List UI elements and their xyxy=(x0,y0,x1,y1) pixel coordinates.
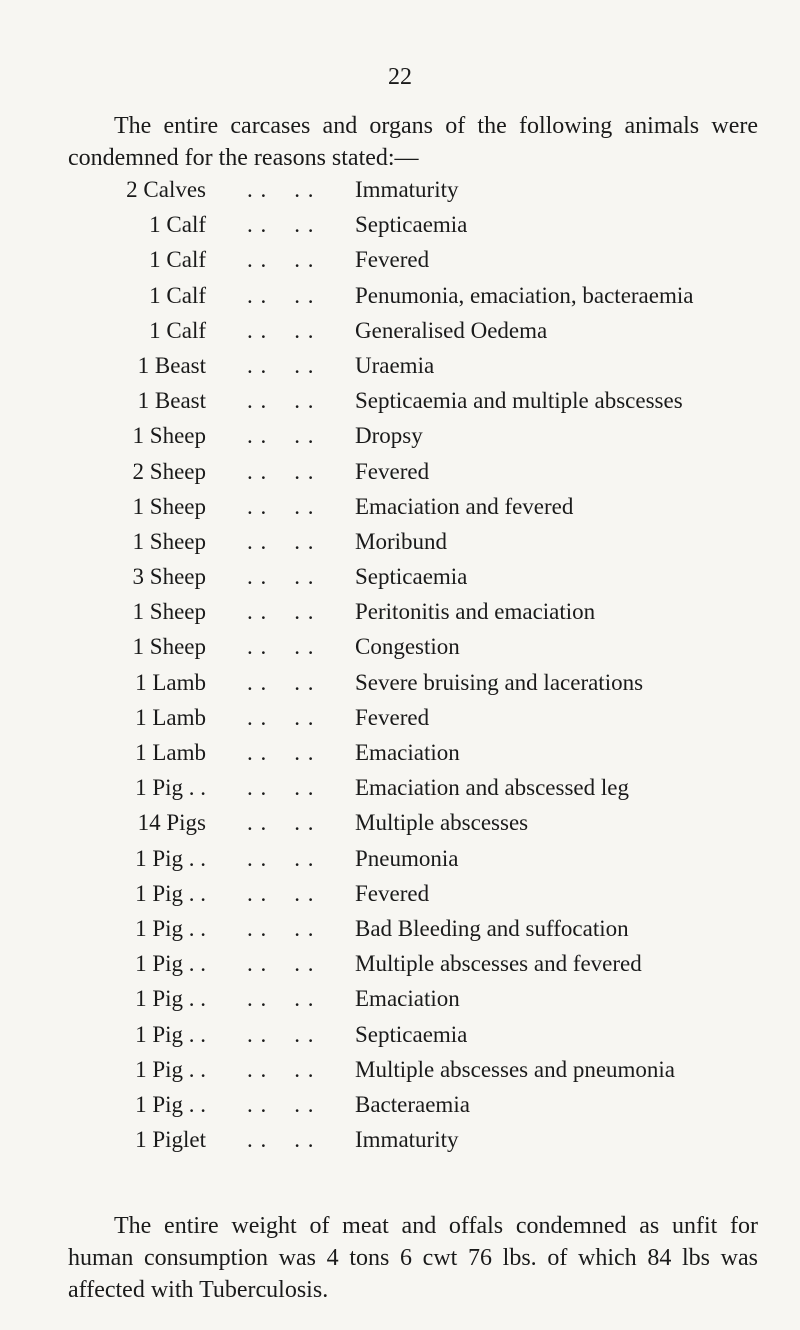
intro-line-2: condemned for the reasons stated:— xyxy=(68,145,419,171)
condemnation-reason: Multiple abscesses and fevered xyxy=(355,951,642,977)
list-item xyxy=(0,700,800,735)
dot-leader: . . . . xyxy=(247,458,315,484)
dot-leader: . . . . xyxy=(247,247,315,273)
list-item xyxy=(0,770,800,805)
dot-leader: . . . . xyxy=(247,528,315,554)
list-item xyxy=(0,841,800,876)
animal-count: 3 Sheep xyxy=(132,564,206,590)
animal-count: 1 Pig . . xyxy=(135,986,206,1012)
dot-leader: . . . . xyxy=(247,317,315,343)
dot-leader: . . . . xyxy=(247,810,315,836)
dot-leader: . . . . xyxy=(247,1021,315,1047)
condemnation-reason: Uraemia xyxy=(355,352,435,378)
dot-leader: . . . . xyxy=(247,880,315,906)
dot-leader: . . . . xyxy=(247,845,315,871)
condemnation-reason: Fevered xyxy=(355,247,430,273)
animal-count: 1 Sheep xyxy=(132,634,206,660)
list-item xyxy=(0,383,800,418)
condemnation-reason: Emaciation and fevered xyxy=(355,493,574,519)
closing-line-3: affected with Tuberculosis. xyxy=(68,1277,329,1303)
animal-count: 1 Pig . . xyxy=(135,775,206,801)
dot-leader: . . . . xyxy=(247,599,315,625)
list-item xyxy=(0,278,800,313)
dot-leader: . . . . xyxy=(247,669,315,695)
animal-count: 1 Pig . . xyxy=(135,915,206,941)
animal-count: 1 Pig . . xyxy=(135,1091,206,1117)
animal-count: 1 Lamb xyxy=(135,740,206,765)
dot-leader: . . . . xyxy=(247,493,315,519)
condemnation-reason: Penumonia, emaciation, bacteraemia xyxy=(355,282,694,308)
list-item xyxy=(0,454,800,489)
condemnation-reason: Fevered xyxy=(355,704,430,730)
list-item xyxy=(0,735,800,770)
dot-leader: . . . . xyxy=(247,775,315,801)
list-item xyxy=(0,629,800,664)
animal-count: 1 Sheep xyxy=(132,493,206,519)
condemnation-reason: Generalised Oedema xyxy=(355,317,548,343)
dot-leader: . . . . xyxy=(247,564,315,590)
animal-count: 2 Calves xyxy=(126,177,206,202)
dot-leader: . . . . xyxy=(247,423,315,449)
list-item xyxy=(0,489,800,524)
animal-count: 1 Calf xyxy=(149,282,206,308)
condemned-animals-list xyxy=(0,172,800,1157)
list-item xyxy=(0,348,800,383)
list-item xyxy=(0,911,800,946)
condemnation-reason: Emaciation xyxy=(355,986,460,1012)
animal-count: 1 Pig . . xyxy=(135,845,206,871)
list-item xyxy=(0,313,800,348)
condemnation-reason: Septicaemia xyxy=(355,212,468,238)
condemnation-reason: Fevered xyxy=(355,458,430,484)
animal-count: 1 Piglet xyxy=(135,1127,206,1153)
closing-line-2: human consumption was 4 tons 6 cwt 76 lbs. of which 84 lbs was xyxy=(68,1245,758,1271)
list-item xyxy=(0,524,800,559)
animal-count: 14 Pigs xyxy=(137,810,206,836)
dot-leader: . . . . xyxy=(247,915,315,941)
list-item xyxy=(0,805,800,840)
condemnation-reason: Bad Bleeding and suffocation xyxy=(355,915,629,941)
animal-count: 1 Pig . . xyxy=(135,880,206,906)
intro-line-1: The entire carcases and organs of the following animals were xyxy=(114,113,758,139)
animal-count: 1 Lamb xyxy=(135,669,206,695)
condemnation-reason: Moribund xyxy=(355,528,447,554)
animal-count: 1 Beast xyxy=(137,352,206,378)
condemnation-reason: Multiple abscesses xyxy=(355,810,529,836)
list-item xyxy=(0,594,800,629)
page-number: 22 xyxy=(388,64,412,90)
list-item xyxy=(0,1017,800,1052)
condemnation-reason: Dropsy xyxy=(355,423,423,449)
animal-count: 1 Sheep xyxy=(132,528,206,554)
list-item xyxy=(0,559,800,594)
condemnation-reason: Peritonitis and emaciation xyxy=(355,599,596,625)
animal-count: 1 Pig . . xyxy=(135,1021,206,1047)
dot-leader: . . . . xyxy=(247,352,315,378)
animal-count: 1 Sheep xyxy=(132,423,206,449)
condemnation-reason: Emaciation and abscessed leg xyxy=(355,775,629,801)
condemnation-reason: Pneumonia xyxy=(355,845,459,871)
dot-leader: . . . . xyxy=(247,1091,315,1117)
list-item xyxy=(0,1052,800,1087)
animal-count: 1 Beast xyxy=(137,388,206,414)
condemnation-reason: Multiple abscesses and pneumonia xyxy=(355,1056,676,1082)
dot-leader: . . . . xyxy=(247,212,315,238)
condemnation-reason: Fevered xyxy=(355,880,430,906)
animal-count: 1 Sheep xyxy=(132,599,206,625)
condemnation-reason: Emaciation xyxy=(355,740,460,765)
dot-leader: . . . . xyxy=(247,740,315,765)
animal-count: 1 Pig . . xyxy=(135,1056,206,1082)
closing-line-1: The entire weight of meat and offals condemned as unfit for xyxy=(114,1213,758,1239)
list-item xyxy=(0,876,800,911)
list-item xyxy=(0,1122,800,1157)
dot-leader: . . . . xyxy=(247,177,315,202)
dot-leader: . . . . xyxy=(247,634,315,660)
animal-count: 2 Sheep xyxy=(132,458,206,484)
dot-leader: . . . . xyxy=(247,951,315,977)
condemnation-reason: Septicaemia xyxy=(355,564,468,590)
list-item xyxy=(0,946,800,981)
dot-leader: . . . . xyxy=(247,282,315,308)
condemnation-reason: Severe bruising and lacerations xyxy=(355,669,644,695)
condemnation-reason: Congestion xyxy=(355,634,460,660)
list-item xyxy=(0,242,800,277)
condemnation-reason: Immaturity xyxy=(355,1127,459,1153)
animal-count: 1 Pig . . xyxy=(135,951,206,977)
list-item xyxy=(0,207,800,242)
dot-leader: . . . . xyxy=(247,704,315,730)
condemnation-reason: Septicaemia and multiple abscesses xyxy=(355,388,683,414)
closing-paragraph xyxy=(68,1210,758,1306)
dot-leader: . . . . xyxy=(247,388,315,414)
intro-paragraph xyxy=(68,110,758,174)
animal-count: 1 Calf xyxy=(149,317,206,343)
condemnation-reason: Septicaemia xyxy=(355,1021,468,1047)
animal-count: 1 Lamb xyxy=(135,704,206,730)
dot-leader: . . . . xyxy=(247,1127,315,1153)
dot-leader: . . . . xyxy=(247,986,315,1012)
list-item xyxy=(0,1087,800,1122)
animal-count: 1 Calf xyxy=(149,247,206,273)
dot-leader: . . . . xyxy=(247,1056,315,1082)
list-item xyxy=(0,172,800,207)
condemnation-reason: Immaturity xyxy=(355,177,459,202)
animal-count: 1 Calf xyxy=(149,212,206,238)
list-item xyxy=(0,981,800,1016)
condemnation-reason: Bacteraemia xyxy=(355,1091,470,1117)
list-item xyxy=(0,418,800,453)
list-item xyxy=(0,665,800,700)
